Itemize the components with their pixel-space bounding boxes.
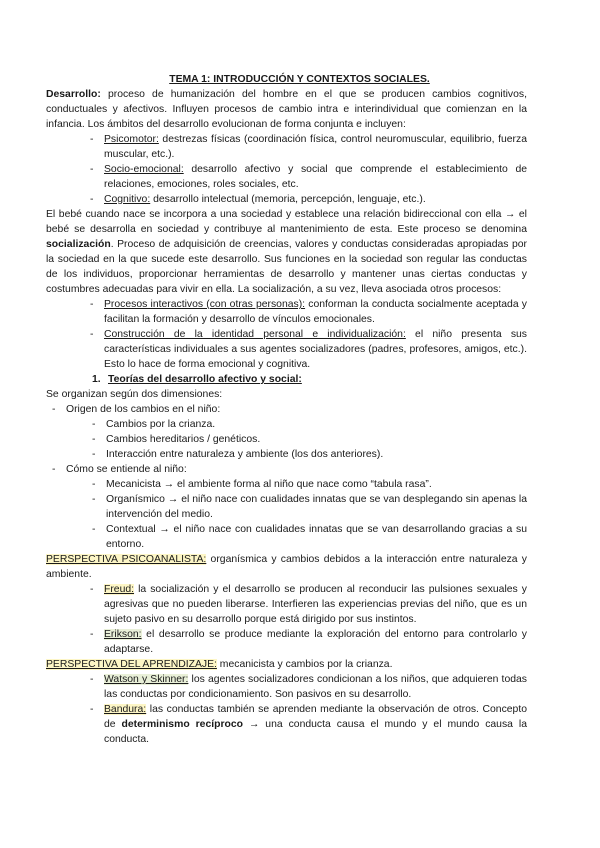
socialization-text: El bebé cuando nace se incorpora a una sociedad y establece una relación bidireccional con ella → el bebé se desarrolla en sociedad y contribuye al mantenimiento de esta. Este proceso se denomina — [46, 209, 527, 235]
list-item: - Interacción entre naturaleza y ambiente (los dos anteriores). — [46, 447, 527, 462]
concept-term: determinismo recíproco — [121, 719, 243, 730]
author-text: la socialización y el desarrollo se producen al reconducir las pulsiones sexuales y agresivas que no pueden liberarse. Interfieren las experiencias previas del niño, que es un sujeto pasivo en su desarrollo porque está dirigido por sus instintos. — [104, 584, 527, 625]
socialization-text-end: . Proceso de adquisición de creencias, valores y conductas consideradas apropiadas por la sociedad en la que sucede este desarrollo. Sus funciones en la sociedad son regular las conductas de los individuos, proporcionar herramientas de desarrollo y mantener unas ciertas conductas y costumbres adecuadas para vivir en ella. La socialización, a su vez, lleva asociada otros procesos: — [46, 239, 527, 295]
list-item — [72, 702, 527, 747]
author-name: Freud: — [104, 584, 135, 595]
list-item — [46, 402, 527, 462]
list-item — [72, 627, 527, 657]
document-body — [46, 72, 528, 747]
dimension-label: Cómo se entiende al niño: — [66, 464, 187, 475]
list-item — [72, 192, 527, 207]
page-title: TEMA 1: INTRODUCCIÓN Y CONTEXTOS SOCIALES. — [169, 74, 430, 85]
psychoanalytic-paragraph — [46, 552, 527, 582]
domain-term: Cognitivo: — [104, 194, 151, 205]
domain-text: destrezas físicas (coordinación física, control neuromuscular, equilibrio, fuerza muscular, etc.). — [104, 134, 527, 160]
processes-list — [72, 297, 527, 372]
process-term: Procesos interactivos (con otras personas): — [104, 299, 306, 310]
list-item: - Organísmico → el niño nace con cualidades innatas que se van desplegando sin apenas la intervención del medio. — [46, 492, 527, 522]
psychoanalytic-authors — [72, 582, 527, 657]
dimension-label: Origen de los cambios en el niño: — [66, 404, 221, 415]
list-item — [72, 132, 527, 162]
dimension-sublist — [46, 477, 527, 552]
author-name: Watson y Skinner: — [104, 674, 189, 685]
author-text-end: → una conducta causa el mundo y el mundo causa la conducta. — [104, 719, 527, 745]
list-item: - Mecanicista → el ambiente forma al niño que nace como “tabula rasa”. — [46, 477, 527, 492]
domain-term: Psicomotor: — [104, 134, 159, 145]
process-text: el niño presenta sus características individuales a sus agentes socializadores (padres, profesores, amigos, etc.). Esto lo hace de forma emocional y cognitiva. — [104, 329, 527, 370]
domains-list — [72, 132, 527, 207]
dimension-sublist — [46, 417, 527, 462]
intro-paragraph — [46, 87, 527, 132]
author-name: Erikson: — [104, 629, 142, 640]
list-item — [72, 582, 527, 627]
author-name: Bandura: — [104, 704, 147, 715]
process-text: conforman la conducta socialmente aceptada y facilitan la formación y desarrollo de vínculos emocionales. — [104, 299, 527, 325]
dimensions-intro: Se organizan según dos dimensiones: — [46, 389, 223, 400]
list-item: - Contextual → el niño nace con cualidades innatas que se van desarrollando gracias a su entorno. — [46, 522, 527, 552]
author-text: las conductas también se aprenden mediante la observación de otros. Concepto de — [104, 704, 527, 730]
author-text: los agentes socializadores condicionan a los niños, que adquieren todas las conductas por condicionamiento. Son pasivos en su desarrollo. — [104, 674, 527, 700]
list-item: - Cambios por la crianza. — [46, 417, 527, 432]
list-item — [72, 162, 527, 192]
author-text: el desarrollo se produce mediante la exploración del entorno para controlarlo y adaptarse. — [104, 629, 527, 655]
socialization-paragraph — [46, 207, 527, 297]
section-number: 1. — [92, 374, 101, 385]
learning-paragraph — [46, 657, 527, 672]
intro-term: Desarrollo: — [46, 89, 101, 100]
list-item — [72, 672, 527, 702]
socialization-term: socialización — [46, 239, 111, 250]
list-item — [72, 327, 527, 372]
domain-text: desarrollo afectivo y social que comprende el establecimiento de relaciones, emociones, roles sociales, etc. — [104, 164, 527, 190]
section-heading — [72, 372, 527, 387]
perspective-label: PERSPECTIVA DEL APRENDIZAJE: — [46, 659, 217, 670]
perspective-text: organísmica y cambios debidos a la interacción entre naturaleza y ambiente. — [46, 554, 528, 580]
list-item: - Cambios hereditarios / genéticos. — [46, 432, 527, 447]
domain-text: desarrollo intelectual (memoria, percepción, lenguaje, etc.). — [150, 194, 426, 205]
list-item — [72, 297, 527, 327]
perspective-label: PERSPECTIVA PSICOANALISTA: — [46, 554, 207, 565]
domain-term: Socio-emocional: — [104, 164, 184, 175]
learning-authors — [72, 672, 527, 747]
process-term: Construcción de la identidad personal e individualización: — [104, 329, 406, 340]
dimensions-list — [46, 402, 527, 552]
list-item — [46, 462, 527, 552]
intro-text: proceso de humanización del hombre en el que se producen cambios cognitivos, conductuales y afectivos. Influyen procesos de cambio intra e interindividual que comienzan en la infancia. Los ámbitos del desarrollo evolucionan de forma conjunta e incluyen: — [46, 89, 527, 130]
perspective-text: mecanicista y cambios por la crianza. — [216, 659, 393, 670]
section-title: Teorías del desarrollo afectivo y social: — [108, 374, 302, 385]
